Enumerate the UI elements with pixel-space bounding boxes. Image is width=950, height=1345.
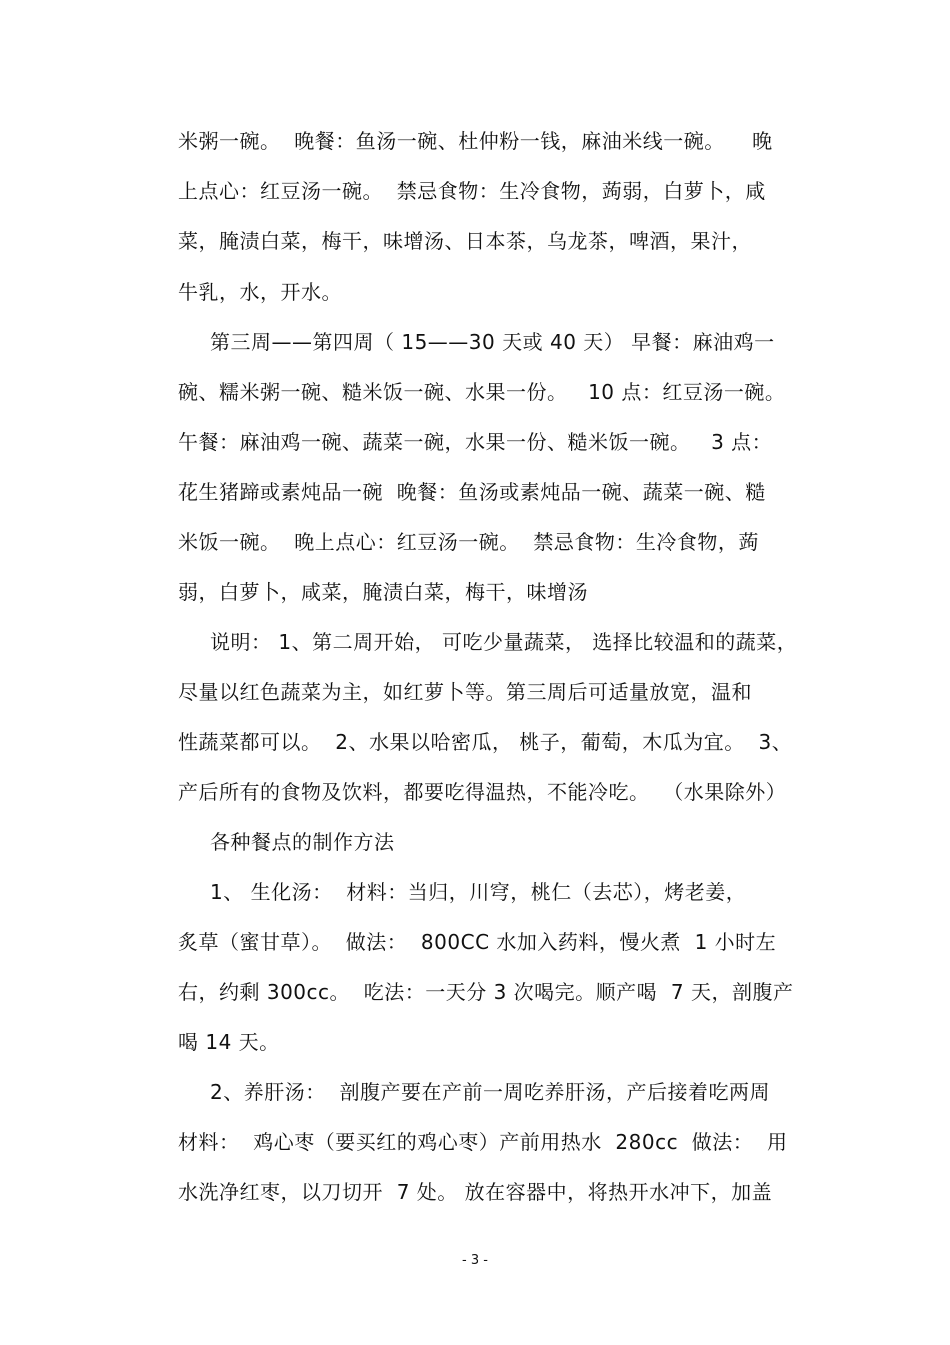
text-line: 2、养肝汤： 剖腹产要在产前一周吃养肝汤，产后接着吃两周 (210, 1080, 770, 1104)
text-line: 材料： 鸡心枣（要买红的鸡心枣）产前用热水 280cc 做法： 用 (178, 1130, 788, 1154)
text-line: 水洗净红枣，以刀切开 7 处。 放在容器中，将热开水冲下，加盖 (178, 1180, 773, 1204)
text-line: 说明： 1、第二周开始， 可吃少量蔬菜， 选择比较温和的蔬菜， (210, 630, 798, 654)
text-line: 喝 14 天。 (178, 1030, 280, 1054)
text-line: 牛乳，水，开水。 (178, 280, 342, 304)
page-number: - 3 - (462, 1253, 488, 1268)
text-line: 性蔬菜都可以。 2、水果以哈密瓜， 桃子，葡萄，木瓜为宜。 3、 (178, 730, 793, 754)
text-line: 产后所有的食物及饮料，都要吃得温热，不能冷吃。 （水果除外） (178, 780, 787, 804)
text-line: 米饭一碗。 晚上点心：红豆汤一碗。 禁忌食物：生冷食物，蒟 (178, 530, 759, 554)
section-heading: 各种餐点的制作方法 (210, 830, 395, 854)
text-line: 尽量以红色蔬菜为主，如红萝卜等。第三周后可适量放宽，温和 (178, 680, 752, 704)
text-line: 炙草（蜜甘草）。 做法： 800CC 水加入药料，慢火煮 1 小时左 (178, 930, 777, 954)
text-line: 午餐：麻油鸡一碗、蔬菜一碗，水果一份、糙米饭一碗。 3 点： (178, 430, 773, 454)
text-line: 花生猪蹄或素炖品一碗 晚餐：鱼汤或素炖品一碗、蔬菜一碗、糙 (178, 480, 766, 504)
text-line: 右，约剩 300cc。 吃法：一天分 3 次喝完。顺产喝 7 天，剖腹产 (178, 980, 794, 1004)
text-line: 菜，腌渍白菜，梅干，味增汤、日本茶，乌龙茶，啤酒，果汁， (178, 229, 752, 253)
text-line: 弱，白萝卜，咸菜，腌渍白菜，梅干，味增汤 (178, 580, 588, 604)
text-line: 碗、糯米粥一碗、糙米饭一碗、水果一份。 10 点：红豆汤一碗。 (178, 380, 786, 404)
text-line: 1、 生化汤： 材料：当归，川穹，桃仁（去芯），烤老姜， (210, 880, 747, 904)
text-line: 米粥一碗。 晚餐：鱼汤一碗、杜仲粉一钱，麻油米线一碗。 晚 (178, 129, 773, 153)
text-line: 第三周——第四周（ 15——30 天或 40 天） 早餐：麻油鸡一 (210, 330, 775, 354)
text-line: 上点心：红豆汤一碗。 禁忌食物：生冷食物，蒟弱，白萝卜，咸 (178, 179, 766, 203)
